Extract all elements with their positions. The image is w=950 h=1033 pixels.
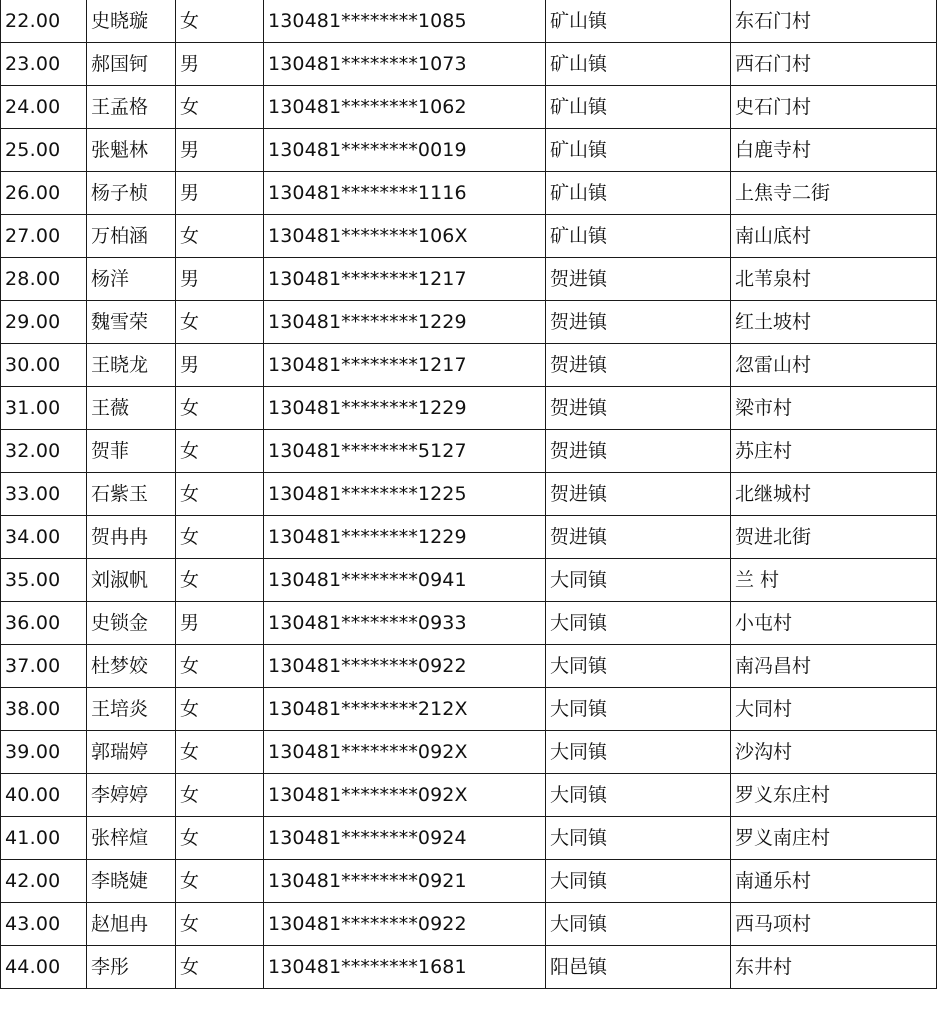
row-number-cell: 32.00 [1,430,87,473]
town-cell: 大同镇 [546,602,731,645]
gender-cell: 男 [176,602,264,645]
town-cell: 大同镇 [546,774,731,817]
id-number-cell: 130481********1229 [264,301,546,344]
row-number-cell: 38.00 [1,688,87,731]
name-cell: 石紫玉 [87,473,176,516]
town-cell: 矿山镇 [546,0,731,43]
id-number-cell: 130481********0933 [264,602,546,645]
village-cell: 南山底村 [731,215,937,258]
table-row [1,172,937,215]
table-row [1,473,937,516]
town-cell: 贺进镇 [546,301,731,344]
town-cell: 贺进镇 [546,387,731,430]
village-cell: 忽雷山村 [731,344,937,387]
table-row [1,258,937,301]
gender-cell: 男 [176,344,264,387]
gender-cell: 女 [176,731,264,774]
village-cell: 罗义东庄村 [731,774,937,817]
table-row [1,387,937,430]
row-number-cell: 37.00 [1,645,87,688]
table-row [1,0,937,43]
name-cell: 李晓婕 [87,860,176,903]
row-number-cell: 25.00 [1,129,87,172]
gender-cell: 女 [176,559,264,602]
row-number-cell: 35.00 [1,559,87,602]
name-cell: 史锁金 [87,602,176,645]
village-cell: 西马项村 [731,903,937,946]
row-number-cell: 29.00 [1,301,87,344]
village-cell: 史石门村 [731,86,937,129]
id-number-cell: 130481********0922 [264,903,546,946]
town-cell: 大同镇 [546,903,731,946]
town-cell: 大同镇 [546,817,731,860]
id-number-cell: 130481********1225 [264,473,546,516]
row-number-cell: 31.00 [1,387,87,430]
row-number-cell: 30.00 [1,344,87,387]
id-number-cell: 130481********092X [264,774,546,817]
town-cell: 大同镇 [546,860,731,903]
name-cell: 贺冉冉 [87,516,176,559]
id-number-cell: 130481********1217 [264,258,546,301]
gender-cell: 女 [176,645,264,688]
id-number-cell: 130481********1229 [264,516,546,559]
gender-cell: 女 [176,903,264,946]
name-cell: 王孟格 [87,86,176,129]
id-number-cell: 130481********0922 [264,645,546,688]
town-cell: 阳邑镇 [546,946,731,989]
table-row [1,774,937,817]
town-cell: 矿山镇 [546,129,731,172]
id-number-cell: 130481********1073 [264,43,546,86]
village-cell: 南通乐村 [731,860,937,903]
name-cell: 王培炎 [87,688,176,731]
name-cell: 魏雪荣 [87,301,176,344]
id-number-cell: 130481********1116 [264,172,546,215]
id-number-cell: 130481********5127 [264,430,546,473]
row-number-cell: 39.00 [1,731,87,774]
name-cell: 史晓璇 [87,0,176,43]
gender-cell: 女 [176,0,264,43]
name-cell: 郝国钶 [87,43,176,86]
town-cell: 矿山镇 [546,86,731,129]
village-cell: 贺进北街 [731,516,937,559]
table-row [1,559,937,602]
gender-cell: 女 [176,817,264,860]
table-row [1,301,937,344]
row-number-cell: 44.00 [1,946,87,989]
village-cell: 红土坡村 [731,301,937,344]
gender-cell: 女 [176,301,264,344]
village-cell: 北继城村 [731,473,937,516]
id-number-cell: 130481********092X [264,731,546,774]
village-cell: 沙沟村 [731,731,937,774]
village-cell: 北苇泉村 [731,258,937,301]
row-number-cell: 42.00 [1,860,87,903]
table-row [1,645,937,688]
gender-cell: 男 [176,43,264,86]
village-cell: 大同村 [731,688,937,731]
id-number-cell: 130481********1681 [264,946,546,989]
village-cell: 东石门村 [731,0,937,43]
row-number-cell: 22.00 [1,0,87,43]
name-cell: 杨子桢 [87,172,176,215]
gender-cell: 男 [176,172,264,215]
id-number-cell: 130481********0924 [264,817,546,860]
table-row [1,86,937,129]
roster-table-body [1,0,937,989]
gender-cell: 女 [176,860,264,903]
table-row [1,344,937,387]
id-number-cell: 130481********212X [264,688,546,731]
town-cell: 大同镇 [546,731,731,774]
town-cell: 大同镇 [546,645,731,688]
table-row [1,129,937,172]
name-cell: 杨洋 [87,258,176,301]
gender-cell: 女 [176,473,264,516]
name-cell: 王晓龙 [87,344,176,387]
table-row [1,946,937,989]
gender-cell: 女 [176,688,264,731]
gender-cell: 女 [176,387,264,430]
table-row [1,860,937,903]
town-cell: 矿山镇 [546,43,731,86]
gender-cell: 女 [176,215,264,258]
row-number-cell: 34.00 [1,516,87,559]
name-cell: 张梓煊 [87,817,176,860]
name-cell: 杜梦姣 [87,645,176,688]
row-number-cell: 40.00 [1,774,87,817]
name-cell: 张魁林 [87,129,176,172]
gender-cell: 女 [176,430,264,473]
table-row [1,43,937,86]
town-cell: 矿山镇 [546,215,731,258]
row-number-cell: 43.00 [1,903,87,946]
village-cell: 罗义南庄村 [731,817,937,860]
name-cell: 郭瑞婷 [87,731,176,774]
village-cell: 兰 村 [731,559,937,602]
table-row [1,688,937,731]
gender-cell: 女 [176,774,264,817]
town-cell: 矿山镇 [546,172,731,215]
id-number-cell: 130481********0019 [264,129,546,172]
gender-cell: 女 [176,516,264,559]
town-cell: 贺进镇 [546,430,731,473]
village-cell: 白鹿寺村 [731,129,937,172]
village-cell: 西石门村 [731,43,937,86]
town-cell: 贺进镇 [546,344,731,387]
id-number-cell: 130481********106X [264,215,546,258]
table-row [1,602,937,645]
id-number-cell: 130481********1217 [264,344,546,387]
town-cell: 大同镇 [546,688,731,731]
town-cell: 贺进镇 [546,516,731,559]
name-cell: 赵旭冉 [87,903,176,946]
table-row [1,430,937,473]
gender-cell: 男 [176,258,264,301]
id-number-cell: 130481********1229 [264,387,546,430]
gender-cell: 女 [176,946,264,989]
id-number-cell: 130481********1085 [264,0,546,43]
name-cell: 刘淑帆 [87,559,176,602]
row-number-cell: 28.00 [1,258,87,301]
row-number-cell: 41.00 [1,817,87,860]
town-cell: 贺进镇 [546,473,731,516]
name-cell: 李婷婷 [87,774,176,817]
id-number-cell: 130481********1062 [264,86,546,129]
village-cell: 东井村 [731,946,937,989]
village-cell: 苏庄村 [731,430,937,473]
name-cell: 李彤 [87,946,176,989]
table-row [1,817,937,860]
name-cell: 王薇 [87,387,176,430]
id-number-cell: 130481********0921 [264,860,546,903]
gender-cell: 男 [176,129,264,172]
table-row [1,731,937,774]
name-cell: 贺菲 [87,430,176,473]
town-cell: 贺进镇 [546,258,731,301]
table-row [1,903,937,946]
village-cell: 梁市村 [731,387,937,430]
row-number-cell: 27.00 [1,215,87,258]
row-number-cell: 23.00 [1,43,87,86]
village-cell: 小屯村 [731,602,937,645]
row-number-cell: 26.00 [1,172,87,215]
id-number-cell: 130481********0941 [264,559,546,602]
table-row [1,215,937,258]
village-cell: 南冯昌村 [731,645,937,688]
village-cell: 上焦寺二街 [731,172,937,215]
table-row [1,516,937,559]
name-cell: 万柏涵 [87,215,176,258]
row-number-cell: 33.00 [1,473,87,516]
row-number-cell: 36.00 [1,602,87,645]
gender-cell: 女 [176,86,264,129]
row-number-cell: 24.00 [1,86,87,129]
town-cell: 大同镇 [546,559,731,602]
